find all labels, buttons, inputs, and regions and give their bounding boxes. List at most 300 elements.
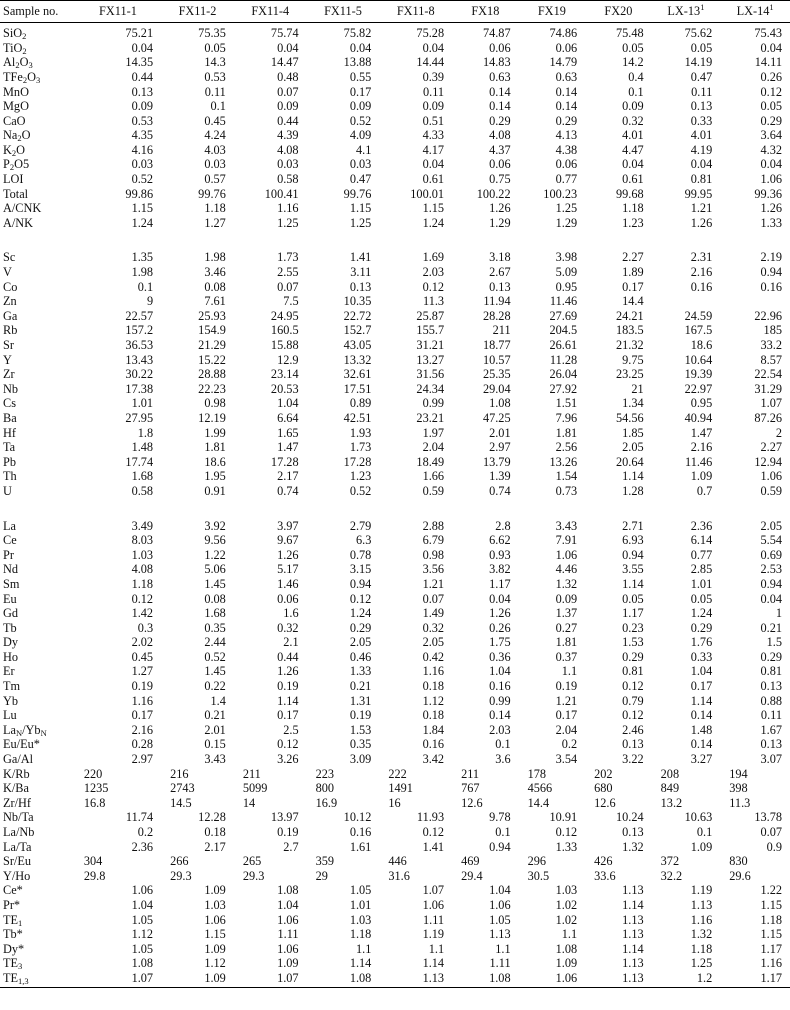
cell-value: 0.13 xyxy=(349,279,372,294)
cell-value: 0.06 xyxy=(489,157,511,172)
cell-value: 11.3 xyxy=(423,294,445,309)
cell-value: 0.07 xyxy=(277,84,299,99)
cell-value: 1.45 xyxy=(204,576,226,591)
cell-value: 1.13 xyxy=(622,927,644,942)
cell-value: 2.5 xyxy=(283,722,299,737)
cell-value: 0.13 xyxy=(760,679,782,694)
table-row xyxy=(0,854,790,869)
cell-value: 0.61 xyxy=(422,172,445,187)
cell-value: 5.17 xyxy=(277,562,299,577)
cell-value: 1.05 xyxy=(349,883,372,898)
cell-value: 1.03 xyxy=(131,547,154,562)
cell-value: 1.51 xyxy=(555,396,578,411)
cell-value: 11.46 xyxy=(685,454,713,469)
cell-value: 0.98 xyxy=(204,396,226,411)
cell-value: 25.87 xyxy=(416,308,445,323)
table-row xyxy=(0,664,790,679)
cell-value: 2.71 xyxy=(622,518,644,533)
cell-value: 18.6 xyxy=(690,338,713,353)
cell-value: 2.36 xyxy=(131,839,154,854)
table-row xyxy=(0,498,790,533)
cell-value: 0.23 xyxy=(622,620,644,635)
cell-value: 0.14 xyxy=(489,99,511,114)
table-row xyxy=(0,635,790,650)
cell-value: 1.26 xyxy=(277,547,299,562)
footnote-marker: 1 xyxy=(769,2,774,13)
cell-value: 100.41 xyxy=(264,186,299,201)
cell-value: 0.29 xyxy=(690,620,713,635)
cell-value: 13.26 xyxy=(549,454,578,469)
cell-value: 0.3 xyxy=(137,620,154,635)
cell-value: 0.14 xyxy=(690,708,713,723)
cell-value: 1.08 xyxy=(131,956,154,971)
cell-value: 74.86 xyxy=(549,26,578,41)
cell-value: 767 xyxy=(461,781,480,796)
header-sample-fx19: FX19 xyxy=(519,1,586,23)
cell-value: 2.03 xyxy=(422,265,445,280)
cell-value: 29.3 xyxy=(170,868,192,883)
cell-value: 222 xyxy=(388,766,407,781)
cell-value: 1.46 xyxy=(277,576,299,591)
cell-value: 6.93 xyxy=(622,533,644,548)
cell-value: 33.2 xyxy=(760,338,782,353)
row-label: $P_2O5$ xyxy=(3,157,30,173)
cell-value: 0.06 xyxy=(277,591,299,606)
cell-value: 3.07 xyxy=(760,752,782,767)
table-row xyxy=(0,55,790,70)
cell-value: 0.39 xyxy=(422,69,445,84)
row-label: La/Ta xyxy=(3,839,32,854)
cell-value: 1.68 xyxy=(131,469,154,484)
table-row xyxy=(0,128,790,143)
cell-value: 31.56 xyxy=(416,367,445,382)
cell-value: 2.53 xyxy=(760,562,782,577)
cell-value: 157.2 xyxy=(125,323,154,338)
cell-value: 3.27 xyxy=(690,752,713,767)
cell-value: 2.01 xyxy=(204,722,226,737)
cell-value: 14.35 xyxy=(125,55,154,70)
table-row xyxy=(0,825,790,840)
cell-value: 13.97 xyxy=(270,810,299,825)
cell-value: 1.11 xyxy=(489,956,511,971)
cell-value: 7.91 xyxy=(555,533,578,548)
cell-value: 2.02 xyxy=(131,635,154,650)
cell-value: 2.17 xyxy=(277,469,299,484)
cell-value: 266 xyxy=(170,854,189,869)
cell-value: 13.27 xyxy=(416,352,445,367)
cell-value: 1.06 xyxy=(519,971,586,988)
cell-value: 1.16 xyxy=(422,664,445,679)
table-row xyxy=(0,839,790,854)
cell-value: 0.12 xyxy=(131,591,154,606)
row-label: Eu xyxy=(3,591,17,606)
cell-value: 1.32 xyxy=(622,839,644,854)
cell-value: 211 xyxy=(461,766,480,781)
cell-value: 800 xyxy=(315,781,335,796)
cell-value: 1.97 xyxy=(422,425,445,440)
table-row xyxy=(0,157,790,172)
cell-value: 0.13 xyxy=(622,737,644,752)
cell-value: 1.1 xyxy=(355,941,372,956)
cell-value: 0.04 xyxy=(489,591,511,606)
cell-value: 0.1 xyxy=(696,825,713,840)
cell-value: 2.67 xyxy=(489,265,511,280)
row-label: Sr/Eu xyxy=(3,854,32,869)
table-row xyxy=(0,591,790,606)
cell-value: 23.21 xyxy=(416,410,445,425)
cell-value: 3.11 xyxy=(350,265,372,280)
cell-value: 7.5 xyxy=(283,294,299,309)
cell-value: 0.73 xyxy=(555,483,578,498)
table-row xyxy=(0,971,790,988)
cell-value: 17.38 xyxy=(125,381,154,396)
footnote-marker: 1 xyxy=(700,2,705,13)
cell-value: 0.52 xyxy=(131,172,154,187)
cell-value: 1.25 xyxy=(349,215,372,230)
header-sample-fx20: FX20 xyxy=(585,1,652,23)
cell-value: 2.44 xyxy=(204,635,226,650)
cell-value: 18.6 xyxy=(204,454,226,469)
cell-value: 0.37 xyxy=(555,649,578,664)
table-row xyxy=(0,912,790,927)
cell-value: 4.19 xyxy=(690,142,713,157)
cell-value: 1.08 xyxy=(307,971,380,988)
cell-value: 12.9 xyxy=(277,352,299,367)
cell-value: 2.04 xyxy=(555,722,578,737)
cell-value: 0.1 xyxy=(628,84,644,99)
table-row xyxy=(0,187,790,202)
cell-value: 1491 xyxy=(388,781,413,796)
cell-value: 1.19 xyxy=(422,927,445,942)
cell-value: 1.16 xyxy=(690,912,713,927)
row-label: Tb* xyxy=(3,927,23,942)
header-sample-no: Sample no. xyxy=(0,1,75,23)
cell-value: 2.27 xyxy=(760,440,782,455)
cell-value: 99.76 xyxy=(343,186,372,201)
cell-value: 0.05 xyxy=(690,40,713,55)
cell-value: 1.05 xyxy=(489,912,511,927)
cell-value: 99.68 xyxy=(615,186,644,201)
cell-value: 14.4 xyxy=(622,294,644,309)
cell-value: 30.5 xyxy=(527,868,550,883)
cell-value: 1.81 xyxy=(204,440,226,455)
row-label: $Al_2O_3$ xyxy=(3,55,33,71)
cell-value: 11.93 xyxy=(416,810,445,825)
cell-value: 0.89 xyxy=(349,396,372,411)
cell-value: 1.14 xyxy=(622,941,644,956)
cell-value: 0.57 xyxy=(204,172,226,187)
cell-value: 0.47 xyxy=(690,69,713,84)
cell-value: 19.39 xyxy=(684,367,713,382)
cell-value: 4.47 xyxy=(622,142,644,157)
cell-value: 0.81 xyxy=(690,172,713,187)
cell-value: 0.16 xyxy=(690,279,713,294)
cell-value: 0.17 xyxy=(131,708,154,723)
cell-value: 12.28 xyxy=(198,810,226,825)
cell-value: 849 xyxy=(660,781,680,796)
cell-value: 16 xyxy=(388,795,401,810)
cell-value: 2.8 xyxy=(495,518,511,533)
cell-value: 1.26 xyxy=(489,606,511,621)
table-row xyxy=(0,694,790,709)
cell-value: 194 xyxy=(729,766,748,781)
cell-value: 0.94 xyxy=(622,547,644,562)
cell-value: 0.29 xyxy=(349,620,372,635)
cell-value: 0.28 xyxy=(131,737,154,752)
cell-value: 9.75 xyxy=(622,352,644,367)
row-label: LOI xyxy=(3,172,24,187)
cell-value: 0.69 xyxy=(760,547,782,562)
cell-value: 0.13 xyxy=(131,84,154,99)
cell-value: 1.13 xyxy=(622,956,644,971)
cell-value: 0.08 xyxy=(204,591,226,606)
cell-value: 0.21 xyxy=(760,620,782,635)
cell-value: 4.13 xyxy=(555,128,578,143)
table-header xyxy=(0,1,790,23)
cell-value: 2.16 xyxy=(690,440,713,455)
cell-value: 18.49 xyxy=(416,454,445,469)
cell-value: 0.14 xyxy=(690,737,713,752)
table-row xyxy=(0,323,790,338)
cell-value: 1.24 xyxy=(131,215,154,230)
cell-value: 0.2 xyxy=(561,737,578,752)
cell-value: 1.17 xyxy=(760,941,782,956)
cell-value: 1.06 xyxy=(760,172,782,187)
table-row xyxy=(0,396,790,411)
row-label: Ta xyxy=(3,440,16,455)
row-label: Pr xyxy=(3,547,14,562)
cell-value: 0.18 xyxy=(422,679,445,694)
cell-value: 0.19 xyxy=(555,679,578,694)
cell-value: 2.16 xyxy=(690,265,713,280)
cell-value: 0.06 xyxy=(555,40,578,55)
cell-value: 152.7 xyxy=(343,323,372,338)
cell-value: 0.61 xyxy=(622,172,644,187)
cell-value: 0.05 xyxy=(622,40,644,55)
cell-value: 2.55 xyxy=(277,265,299,280)
row-label: Tm xyxy=(3,679,21,694)
cell-value: 1.24 xyxy=(349,606,372,621)
cell-value: 1.33 xyxy=(555,839,578,854)
cell-value: 11.3 xyxy=(729,795,751,810)
cell-value: 1.22 xyxy=(204,547,226,562)
cell-value: 25.93 xyxy=(198,308,226,323)
header-sample-fx11-4: FX11-4 xyxy=(234,1,307,23)
table-row xyxy=(0,533,790,548)
cell-value: 0.9 xyxy=(766,839,782,854)
cell-value: 1.26 xyxy=(277,664,299,679)
cell-value: 75.74 xyxy=(270,26,299,41)
cell-value: 1.76 xyxy=(690,635,713,650)
cell-value: 1.04 xyxy=(277,396,299,411)
cell-value: 211 xyxy=(242,766,261,781)
cell-value: 4.09 xyxy=(349,128,372,143)
cell-value: 1.04 xyxy=(690,664,713,679)
cell-value: 0.74 xyxy=(489,483,511,498)
cell-value: 1.06 xyxy=(204,912,226,927)
cell-value: 167.5 xyxy=(684,323,713,338)
row-label: $TE_3$ xyxy=(3,956,23,972)
cell-value: 3.54 xyxy=(555,752,578,767)
cell-value: 0.04 xyxy=(349,40,372,55)
cell-value: 0.16 xyxy=(489,679,511,694)
cell-value: 1.41 xyxy=(422,839,445,854)
cell-value: 1.07 xyxy=(760,396,782,411)
cell-value: 1.26 xyxy=(760,201,782,216)
cell-value: 0.95 xyxy=(690,396,713,411)
cell-value: 1.13 xyxy=(622,912,644,927)
row-label: Ga/Al xyxy=(3,752,34,767)
cell-value: 0.05 xyxy=(204,40,226,55)
cell-value: 0.03 xyxy=(204,157,226,172)
cell-value: 0.06 xyxy=(489,40,511,55)
table-row xyxy=(0,455,790,470)
row-label: Dy* xyxy=(3,941,25,956)
cell-value: 12.94 xyxy=(754,454,782,469)
cell-value: 1 xyxy=(775,606,782,621)
cell-value: 0.07 xyxy=(422,591,445,606)
cell-value: 0.04 xyxy=(131,40,154,55)
cell-value: 1.15 xyxy=(131,201,154,216)
cell-value: 426 xyxy=(594,854,613,869)
cell-value: 304 xyxy=(83,854,103,869)
cell-value: 29.6 xyxy=(729,868,751,883)
header-sample-lx-14: $LX-14^1$ xyxy=(720,1,790,23)
row-label: Co xyxy=(3,279,18,294)
cell-value: 14 xyxy=(242,795,256,810)
cell-value: 1.04 xyxy=(489,883,511,898)
cell-value: 1.17 xyxy=(720,971,790,988)
cell-value: 1.4 xyxy=(210,693,226,708)
cell-value: 8.03 xyxy=(131,533,154,548)
cell-value: 1.17 xyxy=(622,606,644,621)
cell-value: 12.6 xyxy=(461,795,483,810)
cell-value: 0.81 xyxy=(622,664,644,679)
table-row xyxy=(0,927,790,942)
cell-value: 4.01 xyxy=(690,128,713,143)
cell-value: 0.17 xyxy=(349,84,372,99)
header-sample-fx11-5: FX11-5 xyxy=(307,1,380,23)
cell-value: 0.04 xyxy=(422,157,445,172)
cell-value: 3.56 xyxy=(422,562,445,577)
cell-value: 3.43 xyxy=(204,752,226,767)
cell-value: 0.12 xyxy=(760,84,782,99)
cell-value: 14.4 xyxy=(527,795,550,810)
cell-value: 0.75 xyxy=(489,172,511,187)
cell-value: 8.57 xyxy=(760,352,782,367)
table-row xyxy=(0,294,790,309)
cell-value: 1.04 xyxy=(489,664,511,679)
cell-value: 31.21 xyxy=(416,338,445,353)
table-row xyxy=(0,265,790,280)
cell-value: 154.9 xyxy=(198,323,226,338)
cell-value: 1.1 xyxy=(561,664,578,679)
row-label: $TE_{1,3}$ xyxy=(0,971,75,988)
cell-value: 1.24 xyxy=(422,215,445,230)
cell-value: 0.09 xyxy=(622,99,644,114)
cell-value: 1.81 xyxy=(555,425,578,440)
cell-value: 0.07 xyxy=(760,825,782,840)
cell-value: 0.45 xyxy=(204,113,226,128)
cell-value: 31.6 xyxy=(388,868,410,883)
row-label: Total xyxy=(3,186,29,201)
cell-value: 12.6 xyxy=(594,795,616,810)
cell-value: 16.9 xyxy=(315,795,338,810)
cell-value: 13.43 xyxy=(125,352,154,367)
cell-value: 2.56 xyxy=(555,440,578,455)
cell-value: 1.1 xyxy=(495,941,511,956)
row-label: $K_2O$ xyxy=(3,142,26,158)
table-row xyxy=(0,484,790,499)
cell-value: 2.05 xyxy=(349,635,372,650)
cell-value: 4.35 xyxy=(131,128,154,143)
cell-value: 3.15 xyxy=(349,562,372,577)
cell-value: 0.53 xyxy=(204,69,226,84)
cell-value: 0.04 xyxy=(277,40,299,55)
cell-value: 3.42 xyxy=(422,752,445,767)
cell-value: 75.82 xyxy=(343,26,372,41)
cell-value: 6.64 xyxy=(277,410,299,425)
cell-value: 2.7 xyxy=(283,839,299,854)
cell-value: 0.52 xyxy=(204,649,226,664)
cell-value: 1.08 xyxy=(555,941,578,956)
cell-value: 27.69 xyxy=(549,308,578,323)
cell-value: 1.84 xyxy=(422,722,445,737)
cell-value: 3.46 xyxy=(204,265,226,280)
cell-value: 211 xyxy=(492,323,511,338)
cell-value: 3.09 xyxy=(349,752,372,767)
cell-value: 0.77 xyxy=(555,172,578,187)
cell-value: 26.04 xyxy=(549,367,578,382)
cell-value: 202 xyxy=(594,766,613,781)
cell-value: 4.24 xyxy=(204,128,226,143)
cell-value: 23.14 xyxy=(270,367,299,382)
cell-value xyxy=(720,294,790,309)
table-row xyxy=(0,752,790,767)
cell-value: 1.08 xyxy=(277,883,299,898)
cell-value: 1.09 xyxy=(161,971,234,988)
cell-value: 1.13 xyxy=(690,897,713,912)
cell-value: 0.33 xyxy=(690,649,713,664)
cell-value: 14.44 xyxy=(416,55,445,70)
cell-value: 0.48 xyxy=(277,69,299,84)
table-row xyxy=(0,942,790,957)
cell-value: 29.4 xyxy=(461,868,483,883)
row-label: Nb xyxy=(3,381,19,396)
cell-value: 3.64 xyxy=(760,128,782,143)
cell-value: 1.1 xyxy=(428,941,445,956)
table-row xyxy=(0,84,790,99)
cell-value: 2.31 xyxy=(690,250,713,265)
cell-value: 4.16 xyxy=(131,142,154,157)
cell-value: 1.25 xyxy=(277,215,299,230)
cell-value: 1.07 xyxy=(234,971,307,988)
header-sample-fx18: FX18 xyxy=(452,1,519,23)
cell-value: 0.12 xyxy=(622,708,644,723)
cell-value: 1.06 xyxy=(277,912,299,927)
cell-value: 1.18 xyxy=(760,912,782,927)
cell-value: 6.62 xyxy=(489,533,511,548)
cell-value: 1.07 xyxy=(75,971,161,988)
cell-value: 0.14 xyxy=(555,99,578,114)
cell-value: 0.04 xyxy=(422,40,445,55)
cell-value: 75.21 xyxy=(125,26,154,41)
cell-value: 74.87 xyxy=(482,26,511,41)
cell-value: 0.77 xyxy=(690,547,713,562)
row-label: Zr xyxy=(3,367,15,382)
cell-value: 0.4 xyxy=(628,69,644,84)
cell-value: 47.25 xyxy=(482,410,511,425)
